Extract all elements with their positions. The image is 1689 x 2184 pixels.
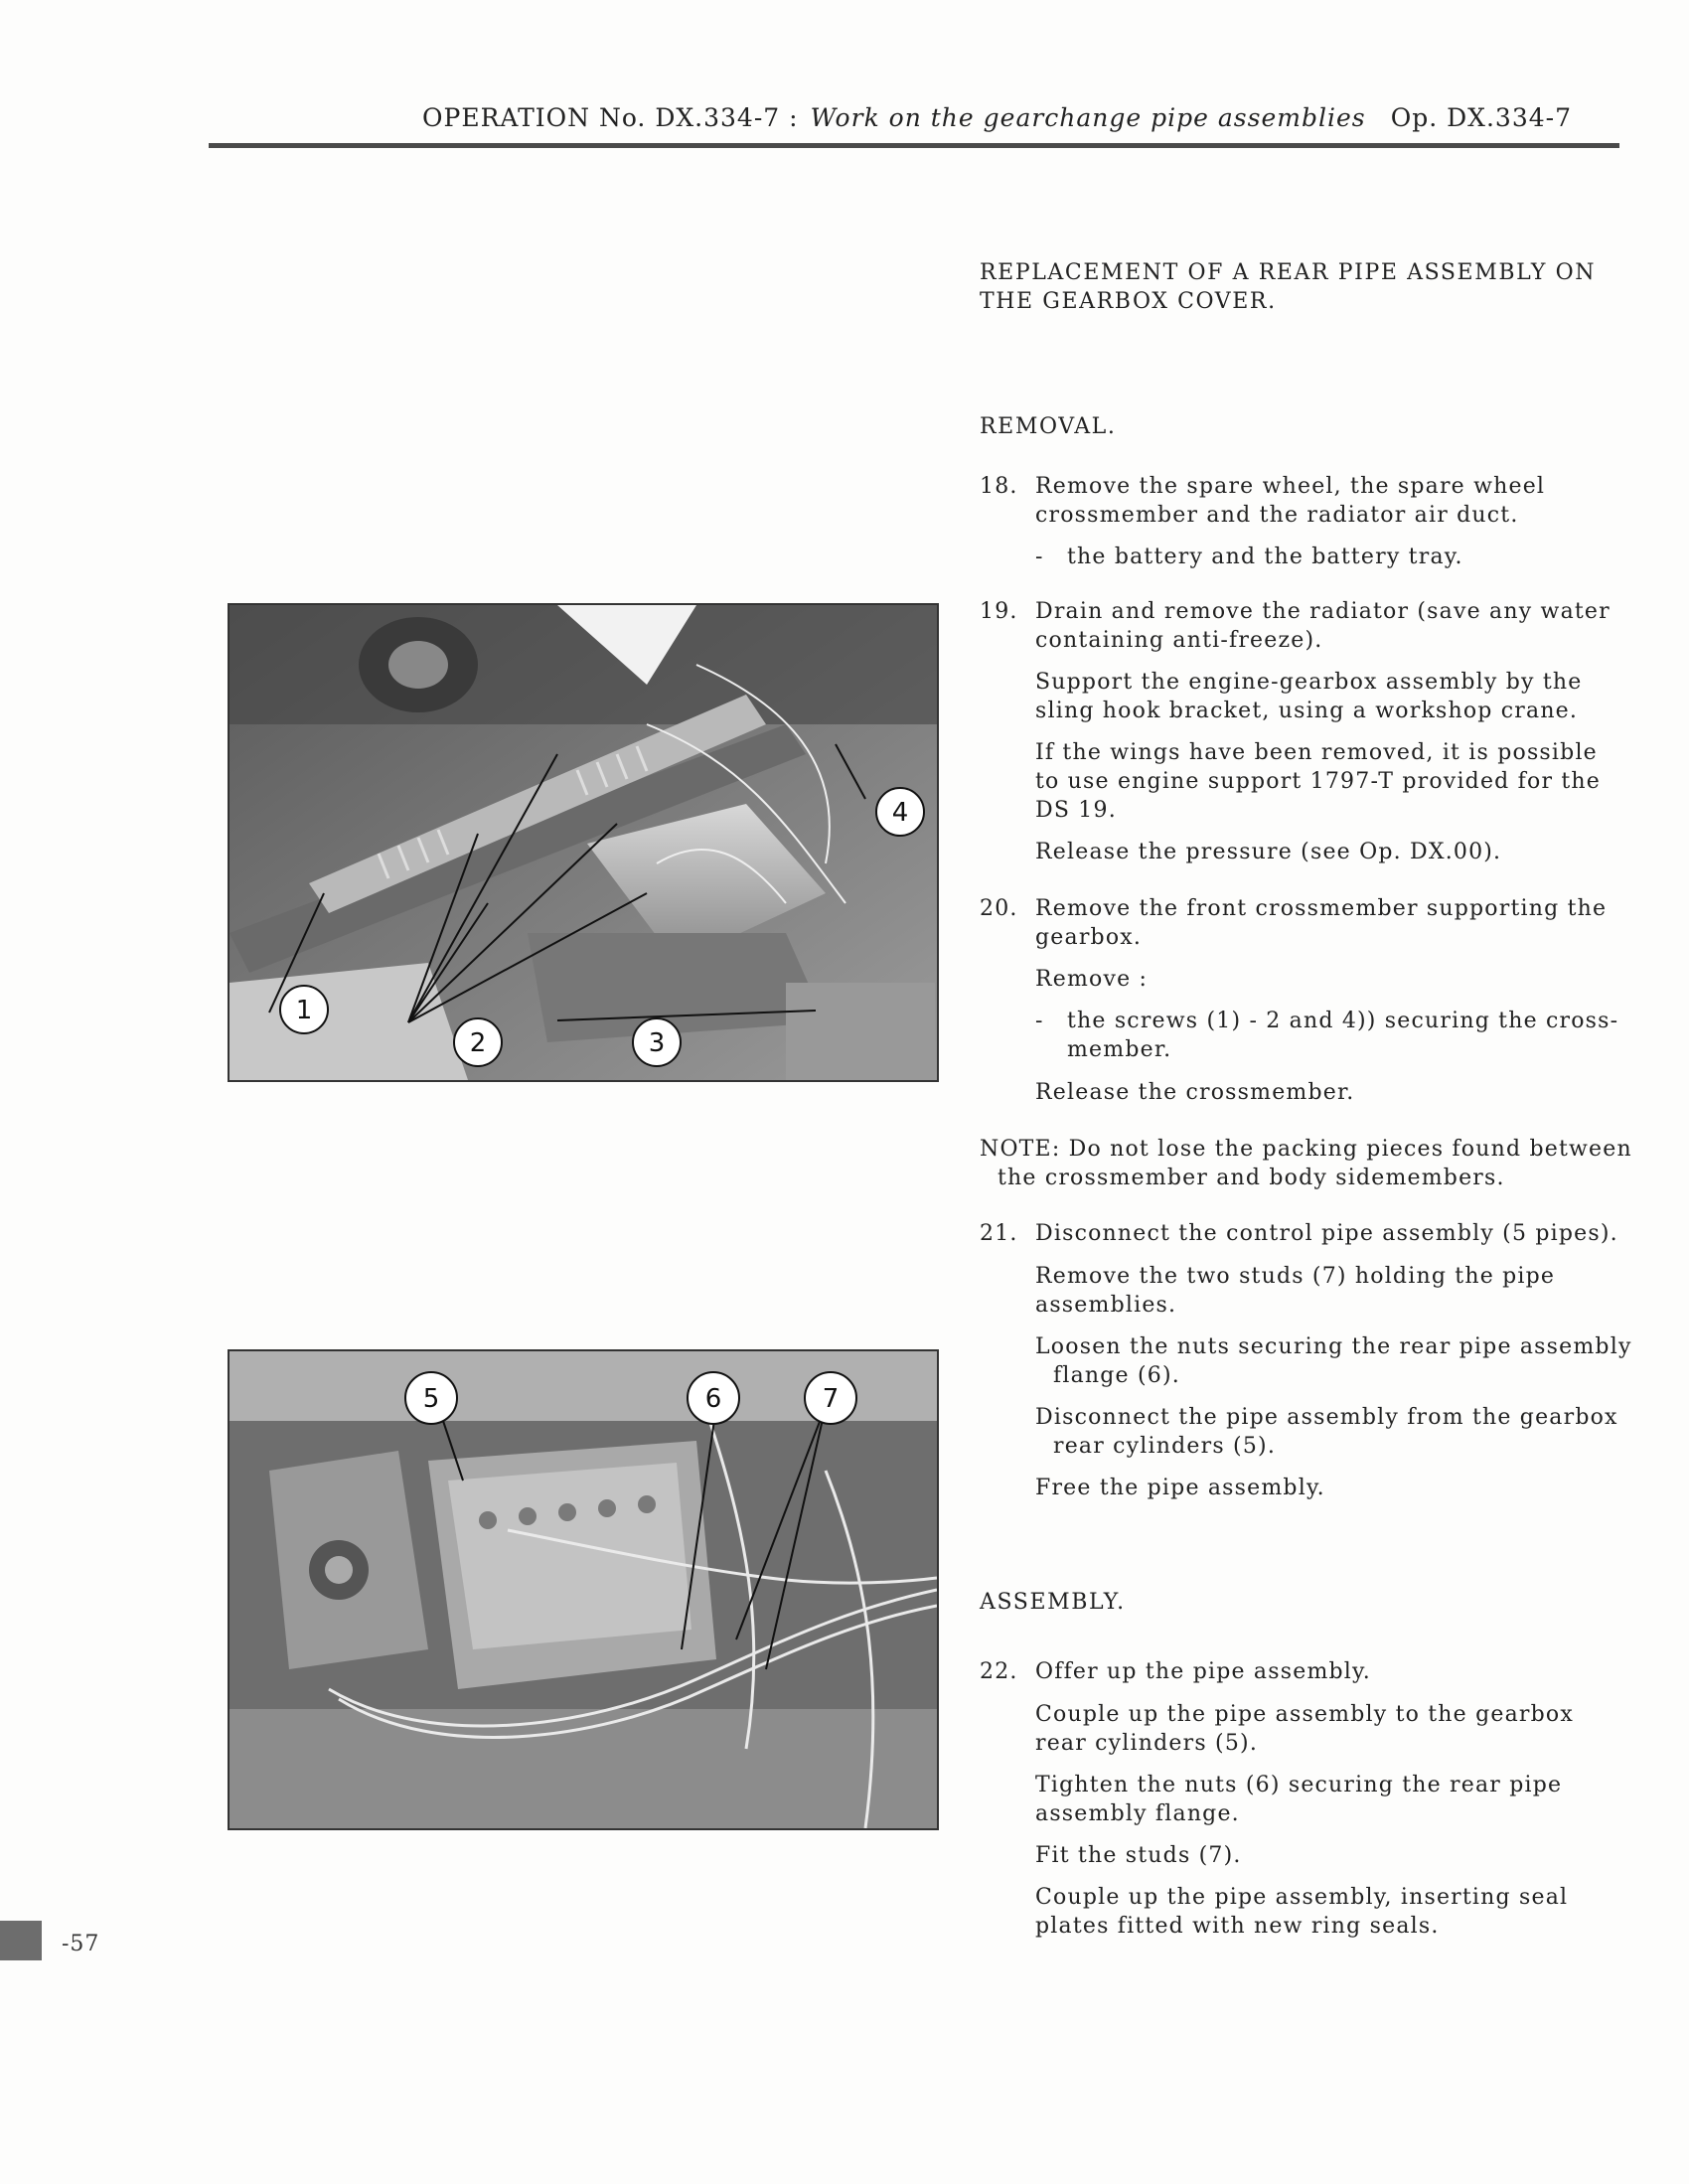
step-18-sub: - the battery and the battery tray. <box>1035 543 1651 572</box>
step-21-disconnect: Disconnect the pipe assembly from the gearbox rear cylinders (5). <box>1035 1405 1618 1459</box>
step-text: containing anti-freeze). <box>1035 628 1323 653</box>
step-22-couple: Couple up the pipe assembly to the gearbox rear cylinders (5). <box>1035 1702 1574 1756</box>
section-title-line1: REPLACEMENT OF A REAR PIPE ASSEMBLY ON <box>980 260 1597 285</box>
step-20-remove-label: Remove : <box>1035 967 1149 992</box>
sub-text: the battery and the battery tray. <box>1067 545 1463 569</box>
page-edge-mark <box>0 1921 42 1960</box>
step-20-release: Release the crossmember. <box>1035 1080 1355 1105</box>
step-text: gearbox. <box>1035 925 1143 950</box>
step-number: 21. <box>980 1221 1018 1246</box>
page-header <box>209 99 1619 169</box>
header-title <box>422 103 1366 132</box>
callout-1-label: 1 <box>295 996 313 1025</box>
step-21-free: Free the pipe assembly. <box>1035 1476 1325 1500</box>
step-number: 19. <box>980 599 1018 624</box>
removal-heading: REMOVAL. <box>980 414 1117 439</box>
gearbox-cover-illustration <box>230 1351 937 1828</box>
step-20-sub: - the screws (1) - 2 and 4)) securing the cross- member. <box>1035 1009 1619 1062</box>
assembly-heading: ASSEMBLY. <box>980 1590 1126 1615</box>
step-22-seal-plates: Couple up the pipe assembly, inserting seal plates fitted with new ring seals. <box>1035 1885 1569 1939</box>
step-text: Offer up the pipe assembly. <box>1035 1659 1371 1684</box>
header-rule <box>209 143 1619 148</box>
step-21 <box>980 1219 1655 1249</box>
step-text: Drain and remove the radiator (save any water <box>1035 599 1611 624</box>
step-22-fit-studs: Fit the studs (7). <box>1035 1843 1242 1868</box>
callout-2-label: 2 <box>469 1028 487 1058</box>
step-19-wings: If the wings have been removed, it is possible to use engine support 1797-T provided for the DS 19. <box>1035 740 1601 823</box>
step-text: Remove the spare wheel, the spare wheel <box>1035 474 1546 499</box>
note: NOTE: Do not lose the packing pieces found between the crossmember and body sidemembers. <box>980 1137 1632 1190</box>
callout-6-label: 6 <box>704 1384 722 1414</box>
engine-bay-photo <box>228 603 939 1082</box>
step-number: 22. <box>980 1659 1018 1684</box>
engine-bay-illustration <box>230 605 937 1080</box>
step-number: 18. <box>980 474 1018 499</box>
section-title-line2: THE GEARBOX COVER. <box>980 289 1277 314</box>
header-op-ref: Op. DX.334-7 <box>1390 103 1572 132</box>
step-19-pressure: Release the pressure (see Op. DX.00). <box>1035 840 1502 864</box>
step-19 <box>980 597 1655 657</box>
step-text: crossmember and the radiator air duct. <box>1035 503 1519 528</box>
operation-number: OPERATION No. DX.334-7 : <box>422 103 799 132</box>
callout-4-label: 4 <box>891 798 909 828</box>
step-21-nuts: Loosen the nuts securing the rear pipe assembly flange (6). <box>1035 1334 1632 1388</box>
callout-5-label: 5 <box>422 1384 440 1414</box>
page-number: -57 <box>62 1932 100 1956</box>
operation-subject: Work on the gearchange pipe assemblies <box>810 103 1366 132</box>
callout-3-label: 3 <box>648 1028 666 1058</box>
step-19-support: Support the engine-gearbox assembly by the sling hook bracket, using a workshop crane. <box>1035 670 1583 723</box>
step-18 <box>980 472 1655 532</box>
gearbox-cover-photo <box>228 1349 939 1830</box>
section-title <box>980 258 1655 316</box>
step-number: 20. <box>980 896 1018 921</box>
step-21-studs: Remove the two studs (7) holding the pipe assemblies. <box>1035 1264 1556 1318</box>
step-22 <box>980 1657 1655 1687</box>
step-20 <box>980 894 1655 954</box>
step-22-tighten: Tighten the nuts (6) securing the rear pipe assembly flange. <box>1035 1773 1563 1826</box>
step-text: Disconnect the control pipe assembly (5 pipes). <box>1035 1221 1618 1246</box>
callout-7-label: 7 <box>822 1384 840 1414</box>
step-text: Remove the front crossmember supporting the <box>1035 896 1608 921</box>
